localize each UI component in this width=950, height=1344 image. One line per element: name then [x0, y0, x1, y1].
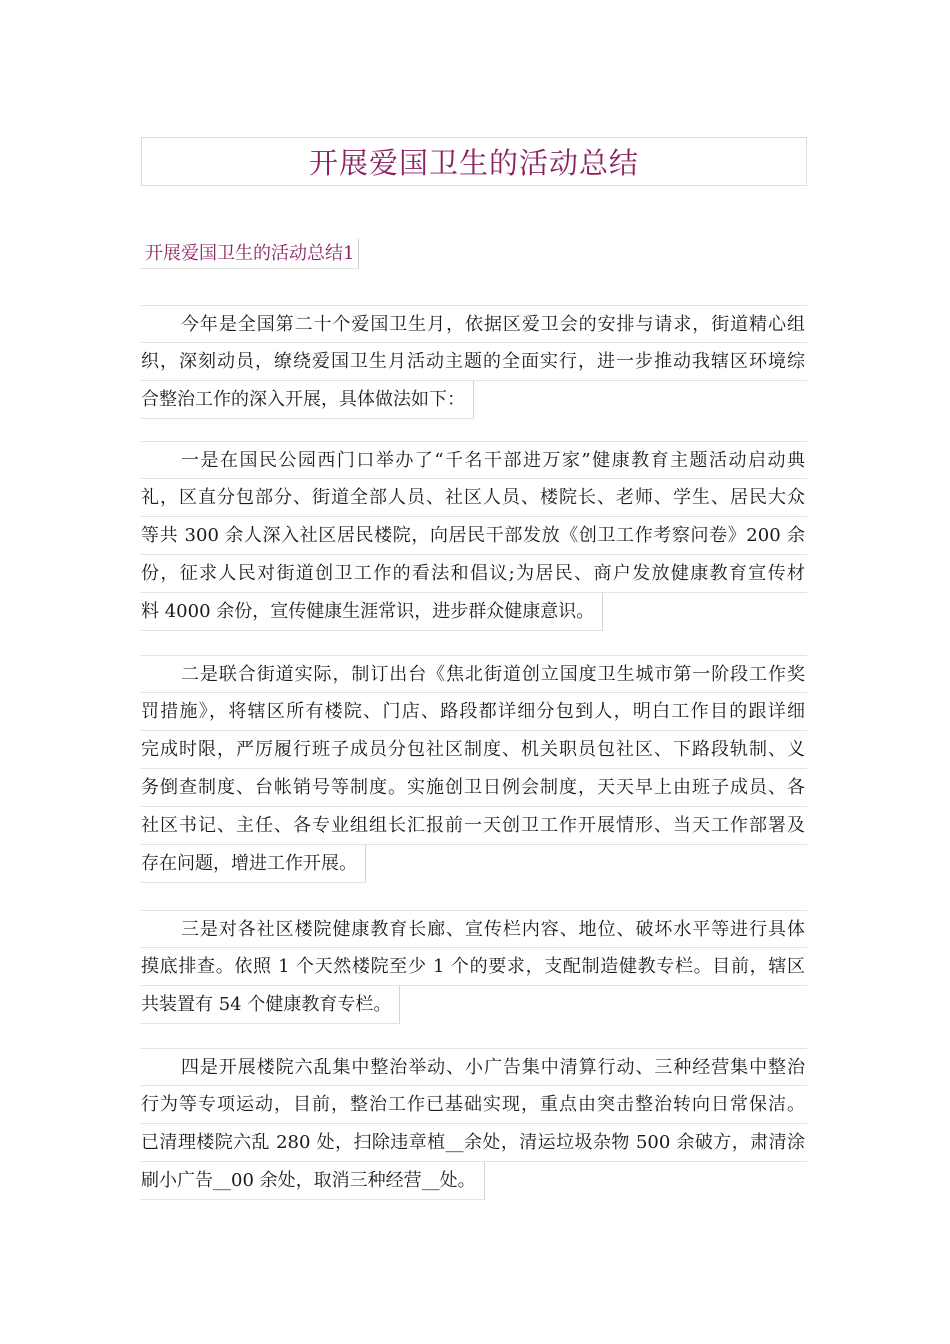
paragraph-line: 今年是全国第二十个爱国卫生月，依据区爱卫会的安排与请求，街道精心组 — [141, 305, 807, 343]
paragraph-line: 三是对各社区楼院健康教育长廊、宣传栏内容、地位、破坏水平等进行具体 — [141, 910, 807, 948]
paragraph-4 — [141, 910, 807, 1028]
paragraph-line: 二是联合街道实际，制订出台《焦北街道创立国度卫生城市第一阶段工作奖 — [141, 655, 807, 693]
paragraph-line: 刷小广告__00 余处，取消三种经营__处。 — [141, 1162, 485, 1200]
title-box — [141, 137, 807, 186]
document-title: 开展爱国卫生的活动总结 — [308, 146, 639, 180]
paragraph-5 — [141, 1048, 807, 1204]
paragraph-line: 织，深刻动员，缭绕爱国卫生月活动主题的全面实行，进一步推动我辖区环境综 — [141, 343, 807, 381]
paragraph-line: 社区书记、主任、各专业组组长汇报前一天创卫工作开展情形、当天工作部署及 — [141, 807, 807, 845]
paragraph-line: 料 4000 余份，宣传健康生涯常识，进步群众健康意识。 — [141, 593, 603, 631]
paragraph-3 — [141, 655, 807, 887]
paragraph-line: 摸底排查。依照 1 个天然楼院至少 1 个的要求，支配制造健教专栏。目前，辖区 — [141, 948, 807, 986]
paragraph-line: 罚措施》，将辖区所有楼院、门店、路段都详细分包到人，明白工作目的跟详细 — [141, 693, 807, 731]
section-heading: 开展爱国卫生的活动总结1 — [141, 239, 359, 269]
paragraph-line: 等共 300 余人深入社区居民楼院，向居民干部发放《创卫工作考察问卷》200 余 — [141, 517, 807, 555]
paragraph-2 — [141, 441, 807, 635]
paragraph-line: 一是在国民公园西门口举办了“千名干部进万家”健康教育主题活动启动典 — [141, 441, 807, 479]
paragraph-line: 行为等专项运动，目前，整治工作已基础实现，重点由突击整治转向日常保洁。 — [141, 1086, 807, 1124]
paragraph-line: 合整治工作的深入开展，具体做法如下： — [141, 381, 474, 419]
paragraph-line: 已清理楼院六乱 280 处，扫除违章植__余处，清运垃圾杂物 500 余破方，肃清涂 — [141, 1124, 807, 1162]
paragraph-line: 务倒查制度、台帐销号等制度。实施创卫日例会制度，天天早上由班子成员、各 — [141, 769, 807, 807]
paragraph-line: 四是开展楼院六乱集中整治举动、小广告集中清算行动、三种经营集中整治 — [141, 1048, 807, 1086]
paragraph-1 — [141, 305, 807, 423]
paragraph-line: 共装置有 54 个健康教育专栏。 — [141, 986, 400, 1024]
paragraph-line: 份，征求人民对街道创卫工作的看法和倡议;为居民、商户发放健康教育宣传材 — [141, 555, 807, 593]
paragraph-line: 完成时限，严厉履行班子成员分包社区制度、机关职员包社区、下路段轨制、义 — [141, 731, 807, 769]
paragraph-line: 礼，区直分包部分、街道全部人员、社区人员、楼院长、老师、学生、居民大众 — [141, 479, 807, 517]
paragraph-line: 存在问题，增进工作开展。 — [141, 845, 366, 883]
